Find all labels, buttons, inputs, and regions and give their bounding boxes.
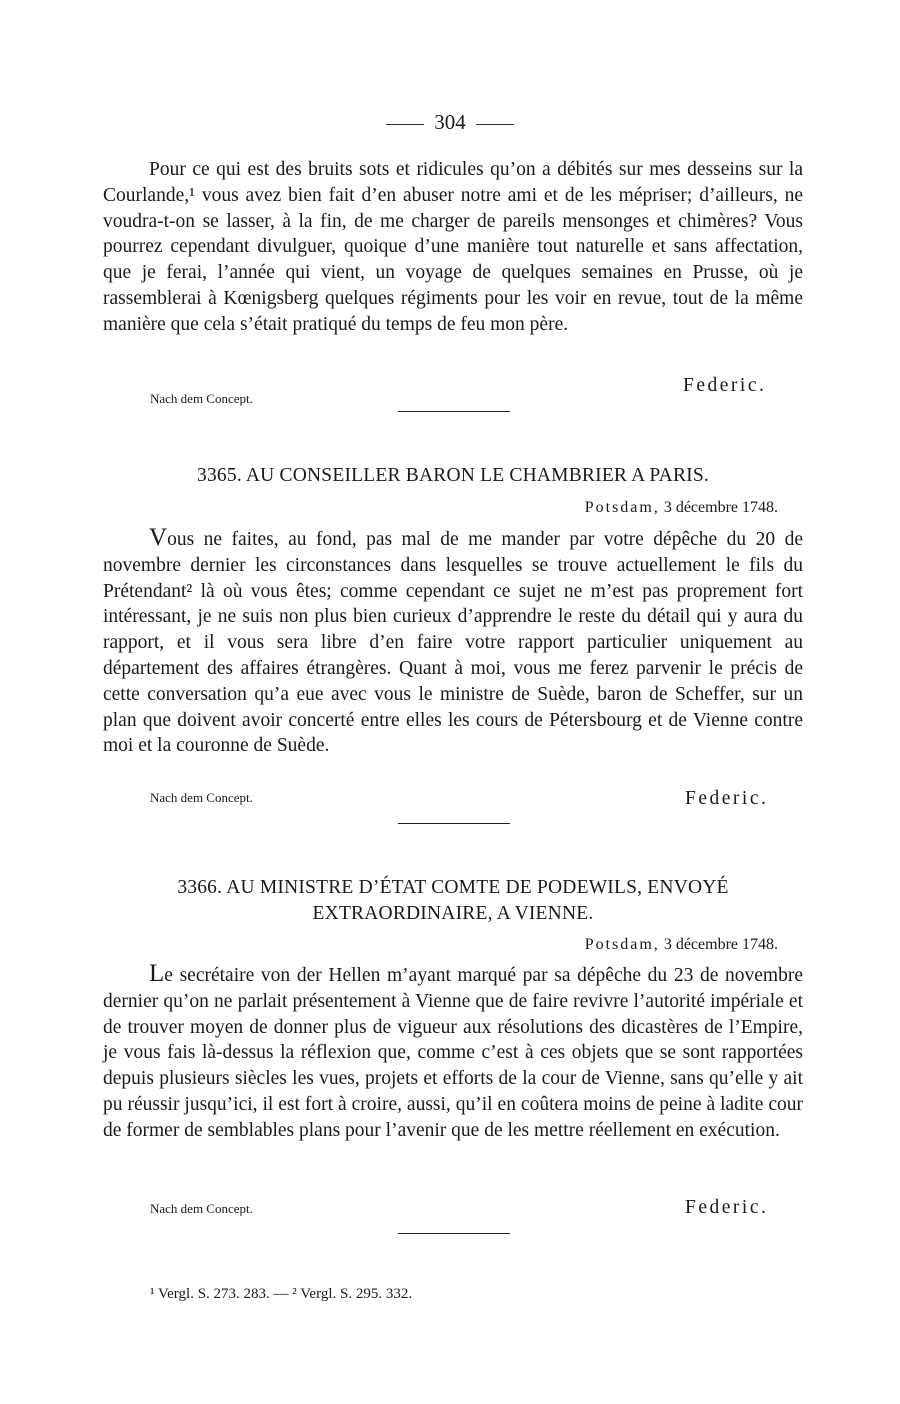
prev-letter-source: Nach dem Concept. [150, 391, 253, 406]
letter-3366-text [103, 961, 803, 1144]
letter-3366-lead-letter: L [149, 960, 165, 987]
letter-3365-body: ous ne faites, au fond, pas mal de me mander par votre dépêche du 20 de novembre dernier les circonstances dans lesquelles se trouve actuellement le fils du Prétendant² là où vous êtes; comme cependant ce sujet ne m’est pas proprement fort intéressant, je ne suis non plus bien curieux d’apprendre le reste du détail qui y aura du rapport, et il vous sera libre d’en faire votre rapport particulier uniquement au département des affaires étrangères. Quant à moi, vous me ferez parvenir le précis de cette conversation qu’a eue avec vous le ministre de Suède, baron de Scheffer, sur un plan que doivent avoir concerté entre elles les cours de Pétersbourg et de Vienne contre moi et la couronne de Suède. [103, 529, 803, 757]
letter-3365-source: Nach dem Concept. [150, 790, 253, 805]
letter-3366-heading-line2: EXTRAORDINAIRE, A VIENNE. [312, 903, 594, 924]
page-number-dash-left [386, 124, 424, 125]
letter-3366-place: Potsdam, [584, 936, 660, 953]
letter-3366-heading-line1: 3366. AU MINISTRE D’ÉTAT COMTE DE PODEWILS, ENVOYÉ [177, 877, 729, 898]
letter-3366-body: e secrétaire von der Hellen m’ayant marqué par sa dépêche du 23 de novembre dernier qu’on ne parlait présentement à Vienne que de faire revivre l’autorité impériale et de trouver moyen de donner plus de vigueur aux résolutions des dicastères de l’Empire, je vous fais là-dessus la réflexion que, comme c’est à ces objets que se sont rapportées depuis plusieurs siècles les vues, projets et efforts de la cour de Vienne, sans qu’elle y ait pu réussir jusqu’ici, il est fort à croire, aussi, qu’il en coûtera moins de peine à ladite cour de former de semblables plans pour l’avenir que de les mettre réellement en exécution. [103, 965, 803, 1141]
letter-3365-place: Potsdam, [584, 499, 660, 516]
prev-letter-text: Pour ce qui est des bruits sots et ridicules qu’on a débités sur mes desseins sur la Courlande,¹ vous avez bien fait d’en abuser notre ami et de les mépriser; d’ailleurs, ne voudra-t-on se lasser, à la fin, de me charger de pareils mensonges et chimères? Vous pourrez cependant divulguer, quoique d’une manière tout naturelle et sans affectation, que je ferai, l’année qui vient, un voyage de quelques semaines en Prusse, où je rassemblerai à Kœnigsberg quelques régiments pour les voir en revue, tout de la même manière que cela s’était pratiqué du temps de feu mon père. [103, 159, 803, 335]
section-divider [398, 1233, 510, 1234]
letter-3366-source: Nach dem Concept. [150, 1201, 253, 1216]
letter-3366-heading [103, 875, 803, 927]
letter-3366-date: 3 décembre 1748. [663, 936, 778, 953]
letter-3365-dateline [585, 499, 778, 517]
prev-letter-signature: Federic. [683, 375, 767, 396]
page-number: 304 [0, 110, 900, 135]
letter-3366-dateline [585, 936, 778, 954]
letter-3366-signature: Federic. [685, 1197, 769, 1218]
section-divider [398, 823, 510, 824]
letter-3365-signature: Federic. [685, 788, 769, 809]
section-divider [398, 411, 510, 412]
letter-3365-date: 3 décembre 1748. [663, 499, 778, 516]
footnotes: ¹ Vergl. S. 273. 283. — ² Vergl. S. 295. 332. [150, 1286, 413, 1302]
letter-3365-heading: 3365. AU CONSEILLER BARON LE CHAMBRIER A PARIS. [197, 465, 709, 486]
letter-3365-text [103, 525, 803, 759]
letter-3365-lead-letter: V [149, 524, 168, 551]
page-number-dash-right [476, 124, 514, 125]
